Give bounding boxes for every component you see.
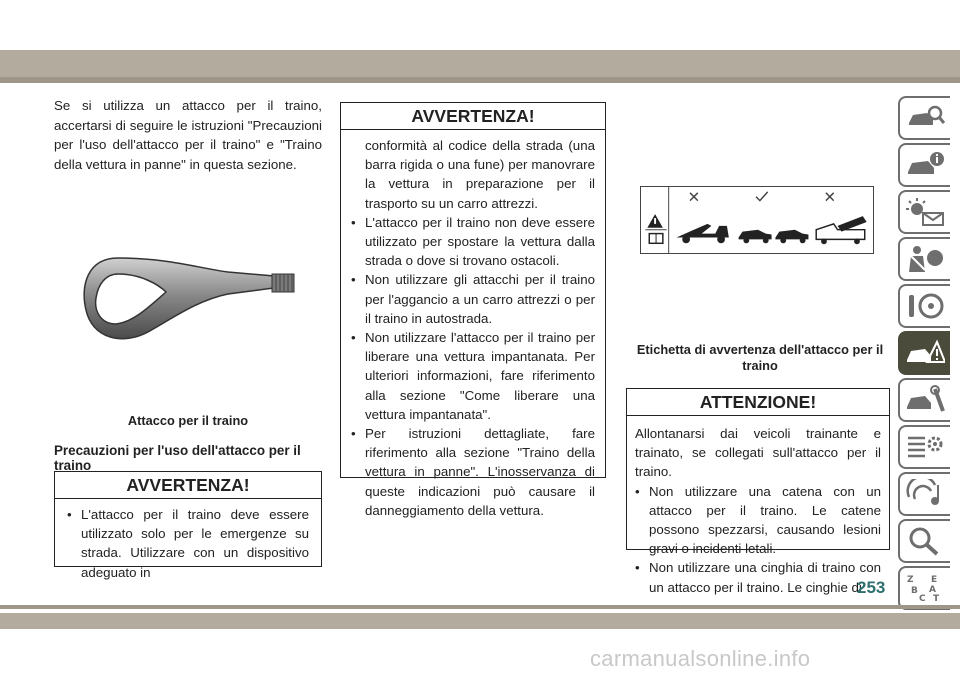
warning-box-2-list [351,213,595,520]
svg-text:A: A [929,585,936,595]
tab-index[interactable] [898,566,950,610]
tow-truck-icon [676,224,728,243]
tab-multimedia[interactable] [898,472,950,516]
intro-paragraph: Se si utilizza un attacco per il traino, accertarsi di seguire le istruzioni "Precauzioni per l'uso dell'attacco per il traino" e "Traino della vettura in panne" in questa sezione. [54,98,322,172]
page-number: 253 [857,578,886,597]
section-heading: Precauzioni per l'uso dell'attacco per il traino [54,443,301,473]
warning-box-1-list [67,505,309,582]
header-band-shadow [0,77,960,83]
tab-starting[interactable] [898,284,950,328]
list-item: • Non utilizzare l'attacco per il traino per liberare una vettura impantanata. Per ulteriori informazioni, fare riferimento alla sezione "Come liberare una vettura impantanata". [351,328,595,424]
watermark: carmanualsonline.info [590,646,811,671]
multimedia-icon [905,479,945,509]
specifications-gear-icon [905,432,945,462]
warning-light-message-icon [905,197,945,227]
warning-box-2-title: AVVERTENZA! [341,103,605,130]
tow-warning-label-image [640,186,874,254]
index-letters-icon [905,573,945,603]
list-item: • Per istruzioni dettagliate, fare riferimento alla sezione "Traino della vettura in panne". L'inosservanza di queste indicazioni può causare il danneggiamento della vettura. [351,424,595,520]
tow-hook-photo [78,250,300,350]
footer-band [0,613,960,629]
tab-car-search[interactable] [898,96,950,140]
not-allowed-x-icon [690,193,698,201]
check-mark-icon [756,192,768,201]
car-hazard-emergency-icon [905,338,945,368]
svg-text:T: T [933,594,940,603]
tab-specifications[interactable] [898,425,950,469]
tab-servicing[interactable] [898,378,950,422]
list-item: • Non utilizzare gli attacchi per il traino per l'aggancio a un carro attrezzi o per il traino in autostrada. [351,270,595,328]
chapter-tabs [896,96,960,613]
warning-box-1-title: AVVERTENZA! [55,472,321,499]
warning-box-2 [340,102,606,518]
list-item: • Non utilizzare una catena con un attacco per il traino. Le catene possono spezzarsi, causando lesioni gravi o incidenti letali. [635,482,881,559]
footer-band-line [0,605,960,609]
label-caption: Etichetta di avvertenza dell'attacco per il traino [636,342,884,373]
car-wrench-icon [905,385,945,415]
list-item: • L'attacco per il traino deve essere utilizzato solo per le emergenze su strada. Utilizzare con un dispositivo adeguato in [67,505,309,582]
attention-box-list [635,482,881,597]
tab-emergency[interactable] [898,331,950,375]
car-pair-icon [739,230,809,244]
manual-book-icon [649,234,663,244]
svg-text:B: B [911,586,918,596]
photo-caption: Attacco per il traino [127,413,249,428]
list-item: • L'attacco per il traino non deve essere utilizzato per spostare la vettura dalla strada o dove si trovano ostacoli. [351,213,595,271]
svg-text:E: E [931,575,938,585]
attention-box-title: ATTENZIONE! [627,389,889,416]
search-icon [905,526,945,556]
list-item: • Non utilizzare una cinghia di traino con un attacco per il traino. Le cinghie di [635,558,881,596]
warning-box-1 [54,471,322,580]
warning-box-2-continuation: conformità al codice della strada (una barra rigida o una fune) per manovrare la vettura in preparazione per il trasporto su un carro attrezzi. [365,138,595,211]
left-column [54,96,322,174]
flatbed-truck-icon [816,216,866,244]
tab-safety[interactable] [898,237,950,281]
svg-text:Z: Z [907,575,914,585]
svg-text:C: C [919,594,926,603]
tab-search[interactable] [898,519,950,563]
seatbelt-airbag-icon [905,244,945,274]
warning-triangle-icon [647,214,663,228]
tab-car-info[interactable] [898,143,950,187]
attention-box-text: Allontanarsi dai veicoli trainante e trainato, se collegati sull'attacco per il traino. [635,426,881,480]
car-info-icon [905,150,945,180]
tab-warning-lights[interactable] [898,190,950,234]
not-allowed-x-icon-2 [826,193,834,201]
header-band [0,50,960,77]
car-search-icon [905,103,945,133]
steering-wheel-key-icon [905,291,945,321]
